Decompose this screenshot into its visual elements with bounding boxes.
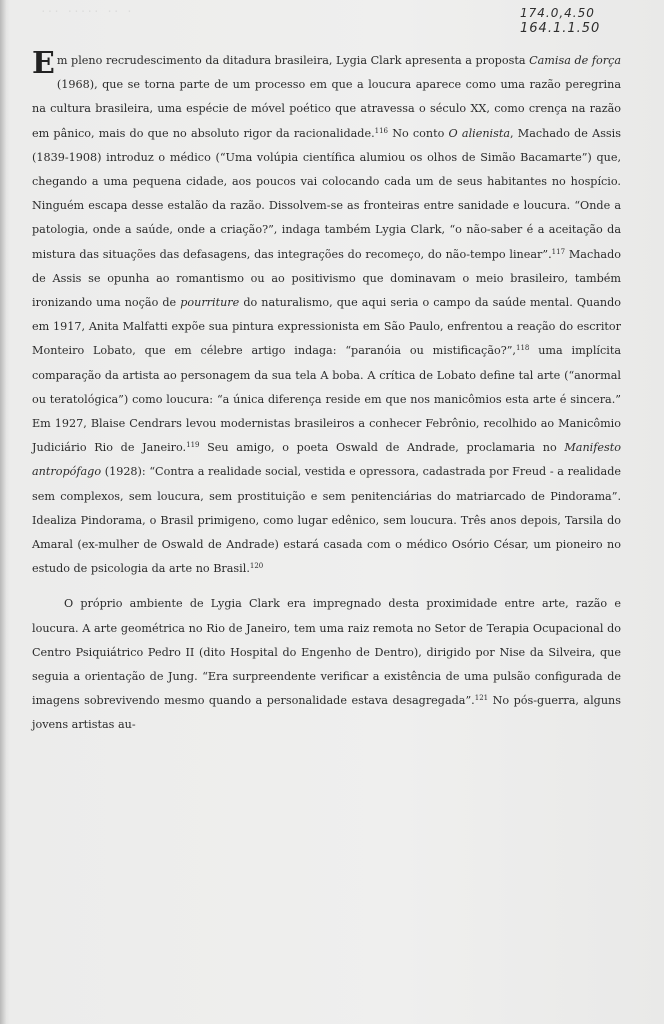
paragraph-2 bbox=[32, 592, 621, 737]
page-binding-shadow bbox=[0, 0, 6, 1024]
footnote-ref-118: 118 bbox=[516, 344, 530, 353]
text-span: uma implícita comparação da artista ao personagem da sua tela A boba. A crítica de Lobato define tal arte (“anormal ou teratológica”) como loucura: “a única diferença reside em que nos manicômios esta arte é sincera.” Em 1927, Blaise Cendrars levou modernistas brasileiros a conhecer Febrônio, recolhido ao Manicômio Judiciário Rio de Janeiro. bbox=[32, 344, 622, 455]
italic-title: O alienista bbox=[448, 126, 511, 140]
text-span: m pleno recrudescimento da ditadura brasileira, Lygia Clark apresenta a proposta bbox=[56, 54, 530, 67]
handwritten-annotation bbox=[520, 6, 650, 36]
footnote-ref-119: 119 bbox=[186, 441, 200, 450]
text-span: Seu amigo, o poeta Oswald de Andrade, proclamaria no bbox=[199, 441, 565, 455]
text-span: , Machado de Assis (1839-1908) introduz o médico (“Uma volúpia científica alumiou os olhos de Simão Bacamarte”) que, chegando a uma pequena cidade, aos poucos vai colocando cada um de seus habitantes no hospício. Ninguém escapa desse estalão da razão. Dissolvem-se as fronteiras entre sanidade e loucura. “Onde a patologia, onde a saúde, onde a criação?”, indaga também Lygia Clark, “o não-saber é a aceitação da mistura das situações das defasagens, das integrações do recomeço, do não-tempo linear”. bbox=[32, 126, 621, 261]
text-span: Machado de Assis se opunha ao romantismo ou ao positivismo que dominavam o meio brasileiro, também ironizando uma noção de bbox=[32, 247, 621, 310]
paragraph-1 bbox=[32, 46, 622, 581]
drop-cap: E bbox=[32, 46, 55, 81]
handwritten-line-1: 174.0,4.50 bbox=[520, 6, 595, 20]
footnote-ref-117: 117 bbox=[551, 247, 566, 256]
text-span: do naturalismo, que aqui seria o campo da saúde mental. Quando em 1917, Anita Malfatti expõe sua pintura expressionista em São Paulo, enfrentou a reação do escritor Monteiro Lobato, que em célebre artigo indaga: “paranóia ou mistificação?”, bbox=[32, 296, 621, 358]
text-span: No conto bbox=[388, 126, 449, 140]
italic-term: pourriture bbox=[180, 296, 240, 310]
handwritten-line-2: 164.1.1.50 bbox=[520, 21, 601, 36]
italic-title: Manifesto antropófago bbox=[32, 441, 621, 479]
footnote-ref-121: 121 bbox=[474, 694, 489, 703]
footnote-ref-120: 120 bbox=[249, 562, 264, 571]
text-span: No pós-guerra, alguns jovens artistas au- bbox=[32, 694, 621, 732]
text-span: (1928): “Contra a realidade social, vestida e opressora, cadastrada por Freud - a realidade sem complexos, sem loucura, sem prostituição e sem penitenciárias do matriarcado de Pindorama”. Idealiza Pindorama, o Brasil primigeno, como lugar edênico, sem loucura. Três anos depois, Tarsila do Amaral (ex-mulher de Oswald de Andrade) estará casada com o médico Osório César, um pioneiro no estudo de psicologia da arte no Brasil. bbox=[32, 465, 621, 576]
italic-title: Camisa de força bbox=[529, 54, 622, 67]
bleed-through-marks: ··· ····· ·· · bbox=[40, 5, 133, 18]
text-span: (1968), que se torna parte de um processo em que a loucura aparece como uma razão peregrina na cultura brasileira, uma espécie de móvel poético que atravessa o século XX, como crença na razão em pânico, mais do que no absoluto rigor da racionalidade. bbox=[32, 78, 621, 140]
body-text bbox=[32, 46, 622, 738]
text-span: O próprio ambiente de Lygia Clark era impregnado desta proximidade entre arte, razão e loucura. A arte geométrica no Rio de Janeiro, tem uma raiz remota no Setor de Terapia Ocupacional do Centro Psiquiátrico Pedro II (dito Hospital do Engenho de Dentro), dirigido por Nise da Silveira, que seguia a orientação de Jung. “Era surpreendente verificar a existência de uma pulsão configurada de imagens sobrevivendo mesmo quando a personalidade estava desagregada”. bbox=[32, 597, 621, 708]
footnote-ref-116: 116 bbox=[374, 126, 389, 135]
